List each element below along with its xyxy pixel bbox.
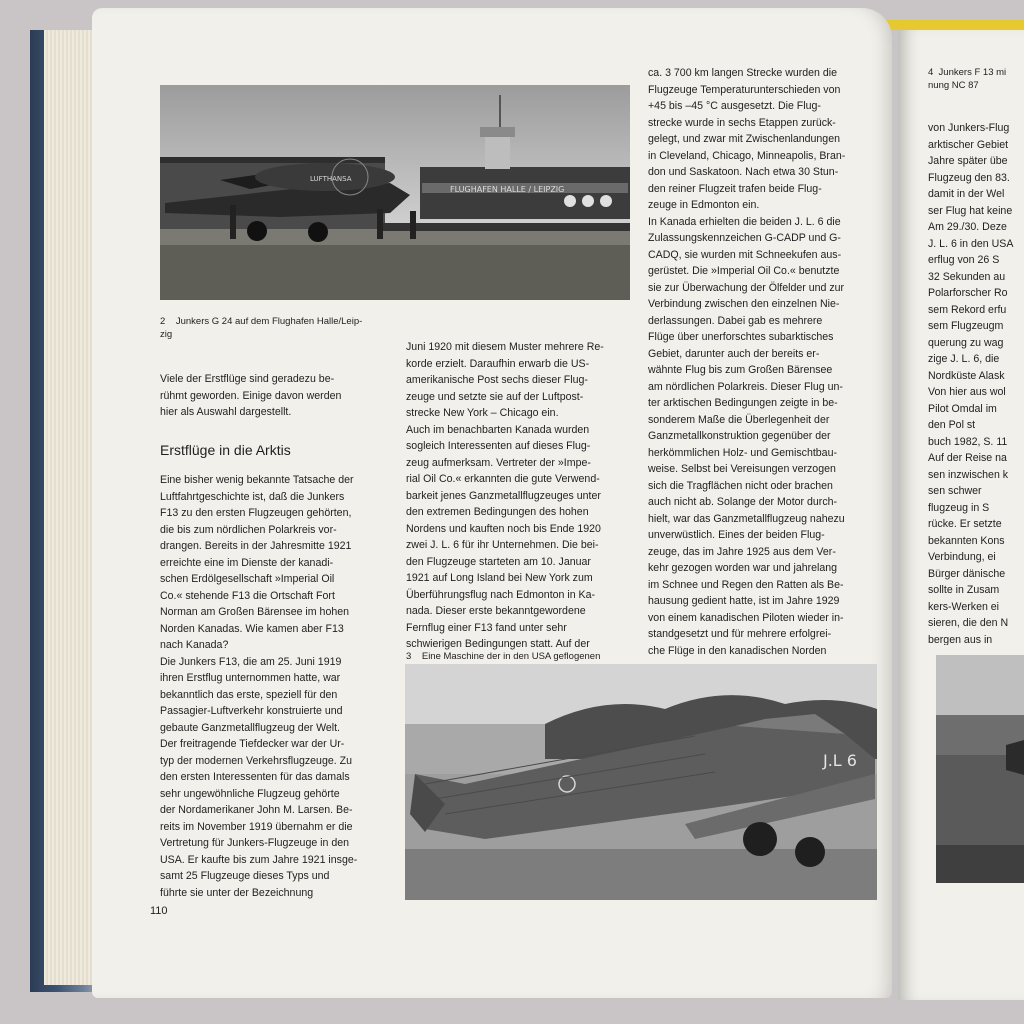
photo4-partial: [936, 655, 1024, 883]
photo-junkers-g24: [160, 85, 630, 300]
photo3-caption-text: Eine Maschine der in den USA geflogenen: [421, 651, 601, 662]
photo2-caption-text: Junkers G 24 auf dem Flughafen Halle/Leip- zig: [160, 316, 363, 340]
plane-lettering: LUFTHANSA: [310, 175, 352, 183]
column1-body: Eine bisher wenig bekannte Tatsache der Luftfahrtgeschichte ist, daß die Junkers F13 zu den ersten Flugzeugen gehörten, die bis zum nördlichen Polarkreis vor- drangen. Bereits in der Jahresmitte 1921 erreichte eine im Dienste der kanadi- schen Erdölgesellschaft »Imperial Oil Co.« stehende F13 die Ortschaft Fort Norman am Großen Bärensee im hohen Norden Kanadas. Wie kamen aber F13 nach Kanada? Die Junkers F13, die am 25. Juni 1919 ihren Erstflug unternommen hatte, war bekanntlich das erste, speziell für den Passagier-Luftverkehr konstruierte und gebaute Ganzmetallflugzeug der Welt. Der freitragende Tiefdecker war der Ur- typ der modernen Verkehrsflugzeuge. Zu den ersten Interessenten für das damals sehr ungewöhnliche Flugzeug gehörte der Nordamerikaner John M. Larsen. Be- reits im November 1919 übernahm er die Vertretung für Junkers-Flugzeuge in den USA. Er kaufte bis zum Jahre 1921 insge- samt 25 Flugzeuge dieses Typs und führte sie unter der Bezeichnung: [160, 474, 358, 899]
jl6-lettering: J.L 6: [823, 751, 857, 770]
photo-jl6: [405, 664, 877, 900]
right-page-body: von Junkers-Flug arktischer Gebiet Jahre später übe Flugzeug den 83. damit in der Wel ser Flug hat keine Am 29./30. Deze J. L. 6 in den USA erflug von 26 S 32 Sekunden au Polarforscher Ro sem Rekord erfu sem Flugzeugm querung zu wag zige J. L. 6, die Nordküste Alask Von hier aus wol Pilot Omdal im den Pol st buch 1982, S. 11 Auf der Reise na sen inzwischen k sen schwer flugzeug in S rücke. Er setzte bekannten Kons Verbindung, ei Bürger dänische sollte in Zusam kers-Werken ei sieren, die den N bergen aus in: [928, 122, 1014, 645]
photo2-caption-number: 2: [160, 316, 166, 327]
page-number: 110: [150, 905, 168, 917]
column3-body: ca. 3 700 km langen Strecke wurden die Flugzeuge Temperaturunterschieden von +45 bis –45 °C ausgesetzt. Die Flug- strecke wurde in sechs Etappen zurück- gelegt, und zwar mit Zwischenlandungen in Cleveland, Chicago, Minneapolis, Bran- don und Saskatoon. Nach etwa 30 Stun- den reiner Flugzeit trafen beide Flug- zeuge in Edmonton ein. In Kanada erhielten die beiden J. L. 6 die Zulassungskennzeichen G-CADP und G- CADQ, sie wurden mit Schneekufen aus- gerüstet. Die »Imperial Oil Co.« benutzte sie zur Überwachung der Ölfelder und zur Verbindung zwischen den einzelnen Nie- derlassungen. Dabei gab es mehrere Flüge über unerforschtes subarktisches Gebiet, darunter auch der bereits er- wähnte Flug bis zum Großen Bärensee am nördlichen Polarkreis. Dieser Flug un- ter arktischen Bedingungen zeigte in be- sonderem Maße die Überlegenheit der Ganzmetallkonstruktion gegenüber der herkömmlichen Holz- und Gemischtbau- weise. Selbst bei Vereisungen verzogen sich die Tragflächen nicht oder brachen auch nicht ab. Solange der Motor durch- hielt, war das Ganzmetallflugzeug nahezu unverwüstlich. Eines der beiden Flug- zeuge, das im Jahre 1925 aus dem Ver- kehr gezogen worden war und jahrelang im Schnee und Regen den Ratten als Be- hausung gedient hatte, ist im Jahre 1929 von einem kanadischen Piloten wieder in- standgesetzt und für mehrere erfolgrei- che Flüge in den kanadischen Norden: [648, 67, 846, 657]
photo4-caption: 4 Junkers F 13 mi nung NC 87: [928, 67, 1007, 91]
hangar-lettering: FLUGHAFEN HALLE / LEIPZIG: [450, 185, 565, 194]
photo-junkers-g24-image: [160, 85, 630, 300]
photo4-image: [936, 655, 1024, 883]
photo-jl6-image: [405, 664, 877, 900]
column2-body: Juni 1920 mit diesem Muster mehrere Re- korde erzielt. Daraufhin erwarb die US- amerikanische Post sechs dieser Flug- zeuge und setzte sie auf der Luftpost- strecke New York – Chicago ein. Auch im benachbarten Kanada wurden sogleich Interessenten auf dieses Flug- zeug aufmerksam. Vertreter der »Impe- rial Oil Co.« erkannten die gute Verwend- barkeit jenes Ganzmetallflugzeuges unter den extremen Bedingungen des hohen Nordens und kauften noch bis Ende 1920 zwei J. L. 6 für ihr Unternehmen. Die bei- den Flugzeuge starteten am 10. Januar 1921 auf Long Island bei New York zum Überführungsflug nach Edmonton in Ka- nada. Dieser erste bekanntgewordene Fernflug einer F13 fand unter sehr schwierigen Bedingungen statt. Auf der: [406, 341, 604, 650]
column1-intro: Viele der Erstflüge sind geradezu be- rühmt geworden. Einige davon werden hier als Auswahl dargestellt.: [160, 373, 342, 418]
bookmark-edge: [880, 20, 1024, 30]
section-heading: Erstflüge in die Arktis: [160, 442, 291, 458]
photo3-caption-number: 3: [406, 651, 412, 662]
photo2-caption: [160, 315, 390, 341]
